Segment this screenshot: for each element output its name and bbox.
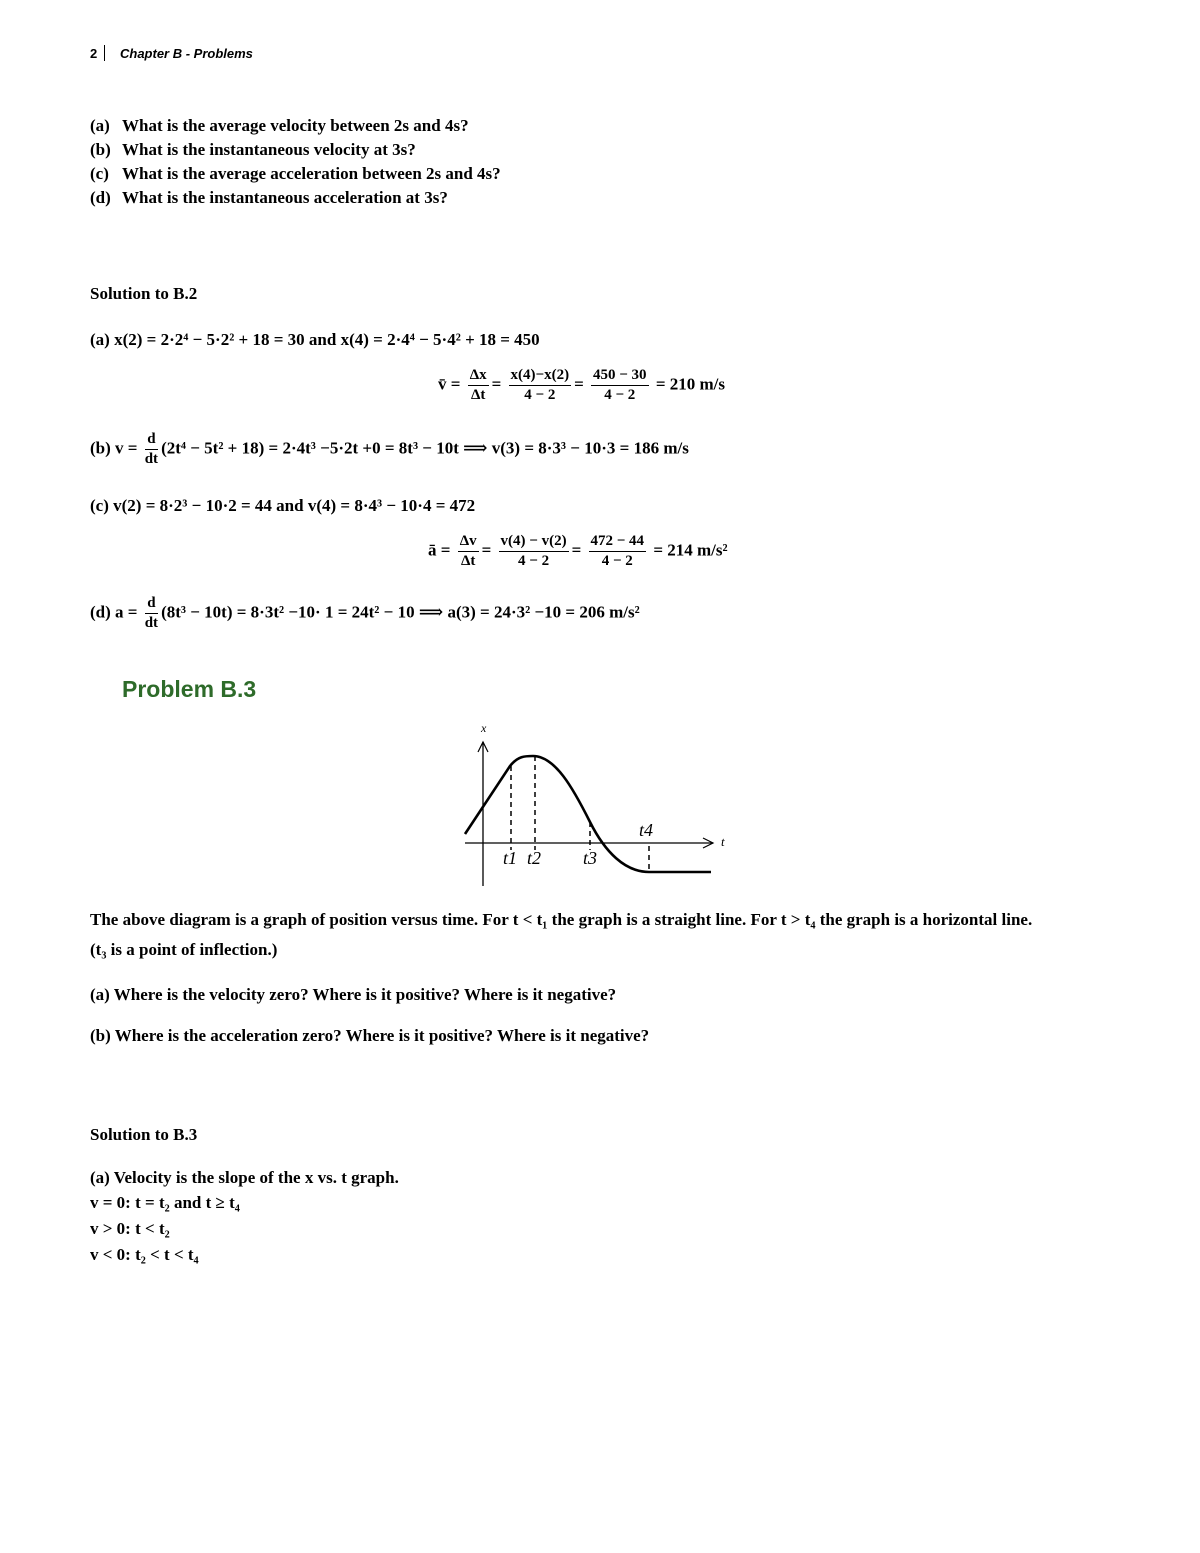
question-label: (d) bbox=[90, 188, 111, 207]
d-prefix: (d) a = bbox=[90, 602, 138, 622]
avg-velocity-result: = 210 m/s bbox=[655, 374, 725, 394]
fraction-denominator: dt bbox=[144, 615, 159, 631]
b-rest: (2t⁴ − 5t² + 18) = 2·4t³ −5·2t +0 = 8t³ − 10t ⟹ v(3) = 8·3³ − 10·3 = 186 m/s bbox=[161, 438, 689, 458]
solution-b2-heading: Solution to B.2 bbox=[90, 284, 198, 303]
avg-acceleration-result: = 214 m/s² bbox=[653, 540, 728, 560]
derivative-fraction bbox=[145, 430, 158, 469]
chapter-title: Chapter B - Problems bbox=[120, 46, 253, 61]
fraction-numerator: Δv bbox=[458, 532, 479, 552]
fraction bbox=[468, 366, 489, 405]
solution-b2-c-line: (c) v(2) = 8·2³ − 10·2 = 44 and v(4) = 8·4³ − 10·4 = 472 bbox=[90, 496, 476, 515]
fraction-numerator: d bbox=[145, 594, 158, 614]
question-label: (b) bbox=[90, 140, 111, 159]
question-label: (c) bbox=[90, 164, 109, 183]
solution-b2-d-line bbox=[90, 594, 640, 633]
solution-b3-line: (a) Velocity is the slope of the x vs. t graph. bbox=[90, 1168, 399, 1187]
solution-b3-line: v = 0: t = t₂ and t ≥ t₄ bbox=[90, 1193, 240, 1212]
fraction-denominator: 4 − 2 bbox=[601, 553, 633, 569]
solution-b2-avg-acceleration: ā = $\frac{\Delta v}{\Delta t}$ = $\frac{v(4) - v(2)}{4 - 2}$ = $\frac{472 - 44}{4 - 2}$ = 214 m/s² bbox=[428, 533, 728, 569]
fraction-denominator: Δt bbox=[460, 553, 476, 569]
question-text: What is the instantaneous acceleration at 3s? bbox=[122, 188, 448, 207]
problem-b3-question-b: (b) Where is the acceleration zero? Where is it positive? Where is it negative? bbox=[90, 1026, 650, 1045]
fraction bbox=[509, 366, 572, 405]
fraction-numerator: v(4) − v(2) bbox=[499, 532, 569, 552]
solution-b2-b-line bbox=[90, 430, 689, 469]
b-prefix: (b) v = bbox=[90, 438, 138, 458]
fraction-numerator: d bbox=[145, 430, 158, 450]
question-text: What is the average acceleration between 2s and 4s? bbox=[122, 164, 501, 183]
fraction-denominator: dt bbox=[144, 451, 159, 467]
question-text: What is the instantaneous velocity at 3s? bbox=[122, 140, 416, 159]
solution-b2-avg-velocity: v̄ = $\frac{\Delta x}{\Delta t}$ = $\frac{x(4)-x(2)}{4 - 2}$ = $\frac{450 - 30}{4 - 2}$ = 210 m/s bbox=[438, 367, 725, 403]
fraction bbox=[499, 532, 569, 571]
question-c bbox=[90, 164, 501, 184]
page-number: 2 bbox=[90, 46, 98, 61]
derivative-fraction bbox=[145, 594, 158, 633]
question-d bbox=[90, 188, 448, 208]
header-divider bbox=[104, 45, 105, 61]
solution-b3-heading: Solution to B.3 bbox=[90, 1125, 198, 1144]
fraction-numerator: x(4)−x(2) bbox=[509, 366, 572, 386]
problem-b3-note: (t₃ is a point of inflection.) bbox=[90, 940, 278, 959]
y-axis-label: x bbox=[481, 721, 487, 735]
t3-label: t3 bbox=[583, 848, 598, 868]
fraction-denominator: Δt bbox=[470, 387, 486, 403]
solution-b2-a-line: (a) x(2) = 2·2⁴ − 5·2² + 18 = 30 and x(4) = 2·4⁴ − 5·4² + 18 = 450 bbox=[90, 330, 540, 349]
fraction-numerator: 450 − 30 bbox=[591, 366, 649, 386]
avg-velocity-lhs: v̄ = bbox=[438, 374, 461, 394]
t4-label: t4 bbox=[639, 820, 654, 840]
position-time-graph bbox=[455, 718, 745, 893]
question-label: (a) bbox=[90, 116, 110, 135]
problem-b3-description: The above diagram is a graph of position versus time. For t < t₁ the graph is a straight line. For t > t₄ the graph is a horizontal line. bbox=[90, 910, 1033, 929]
t2-label: t2 bbox=[527, 848, 542, 868]
fraction-denominator: 4 − 2 bbox=[524, 387, 556, 403]
question-a bbox=[90, 116, 469, 136]
question-b bbox=[90, 140, 416, 160]
fraction bbox=[589, 532, 647, 571]
d-rest: (8t³ − 10t) = 8·3t² −10· 1 = 24t² − 10 ⟹ a(3) = 24·3² −10 = 206 m/s² bbox=[161, 602, 640, 622]
fraction-denominator: 4 − 2 bbox=[604, 387, 636, 403]
fraction bbox=[458, 532, 479, 571]
fraction-denominator: 4 − 2 bbox=[518, 553, 550, 569]
x-axis-label: t bbox=[721, 834, 725, 849]
avg-acceleration-lhs: ā = bbox=[428, 540, 451, 560]
t1-label: t1 bbox=[503, 848, 518, 868]
fraction-numerator: Δx bbox=[468, 366, 489, 386]
problem-b3-title: Problem B.3 bbox=[122, 676, 257, 702]
solution-b3-line: v < 0: t₂ < t < t₄ bbox=[90, 1245, 199, 1264]
problem-b3-question-a: (a) Where is the velocity zero? Where is it positive? Where is it negative? bbox=[90, 985, 617, 1004]
fraction bbox=[591, 366, 649, 405]
question-text: What is the average velocity between 2s and 4s? bbox=[122, 116, 469, 135]
fraction-numerator: 472 − 44 bbox=[589, 532, 647, 552]
solution-b3-line: v > 0: t < t₂ bbox=[90, 1219, 170, 1238]
